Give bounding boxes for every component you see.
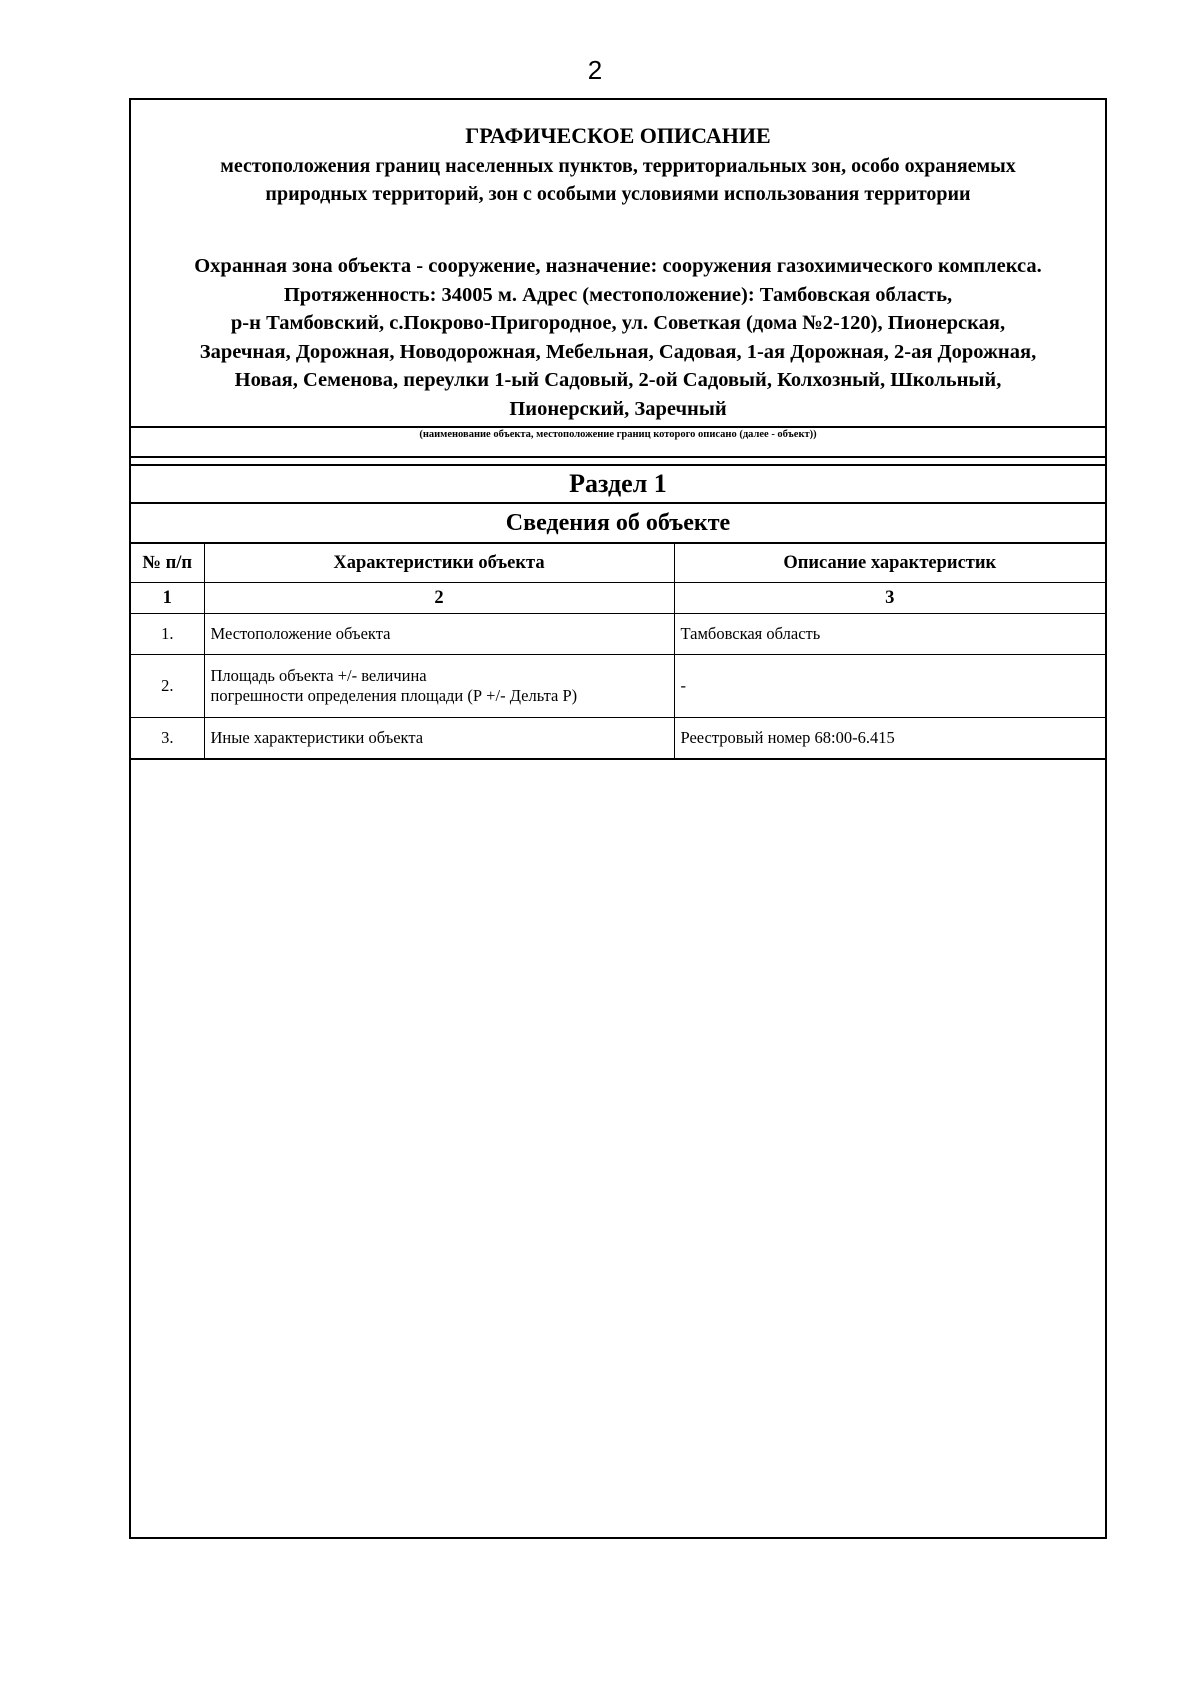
object-info-table (131, 544, 1105, 760)
section-subtitle: Сведения об объекте (131, 504, 1105, 544)
table-row (131, 655, 1105, 718)
object-description (137, 252, 1099, 423)
row-characteristic-line: погрешности определения площади (Р +/- Дельта Р) (210, 686, 578, 705)
row-characteristic (204, 655, 674, 718)
object-description-line: Протяженность: 34005 м. Адрес (местоположение): Тамбовская область, (283, 283, 953, 306)
object-description-line: Охранная зона объекта - сооружение, назначение: сооружения газохимического комплекса. (194, 255, 1042, 277)
row-description: Тамбовская область (674, 614, 1105, 655)
column-number: 1 (131, 583, 204, 614)
row-index: 1. (131, 614, 204, 655)
row-index: 2. (131, 655, 204, 718)
object-description-line: Новая, Семенова, переулки 1-ый Садовый, 2-ой Садовый, Колхозный, Школьный, (234, 369, 1002, 391)
column-header-characteristic: Характеристики объекта (204, 544, 674, 583)
row-characteristic: Местоположение объекта (204, 614, 674, 655)
document-frame (129, 98, 1107, 1539)
page-number: 2 (587, 55, 603, 85)
column-number: 3 (674, 583, 1105, 614)
row-description: Реестровый номер 68:00-6.415 (674, 718, 1105, 760)
column-header-number: № п/п (131, 544, 204, 583)
subtitle-line: природных территорий, зон с особыми условиями использования территории (265, 183, 971, 205)
object-description-line: Пионерский, Заречный (509, 397, 727, 420)
object-description-line: р-н Тамбовский, с.Покрово-Пригородное, ул. Советкая (дома №2-120), Пионерская, (230, 312, 1006, 334)
row-description: - (674, 655, 1105, 718)
document-subtitle (141, 152, 1095, 208)
table-row (131, 718, 1105, 760)
document-header (131, 100, 1105, 428)
subtitle-line: местоположения границ населенных пунктов, территориальных зон, особо охраняемых (220, 155, 1016, 177)
row-characteristic: Иные характеристики объекта (204, 718, 674, 760)
object-caption: (наименование объекта, местоположение границ которого описано (далее - объект)) (131, 426, 1105, 458)
table-header-row (131, 544, 1105, 583)
table-row (131, 614, 1105, 655)
row-index: 3. (131, 718, 204, 760)
column-number-row (131, 583, 1105, 614)
object-description-line: Заречная, Дорожная, Новодорожная, Мебельная, Садовая, 1-ая Дорожная, 2-ая Дорожная, (199, 340, 1037, 363)
column-number: 2 (204, 583, 674, 614)
section-title: Раздел 1 (131, 464, 1105, 504)
document-title: ГРАФИЧЕСКОЕ ОПИСАНИЕ (465, 123, 771, 148)
row-characteristic-line: Площадь объекта +/- величина (210, 666, 427, 685)
column-header-description: Описание характеристик (674, 544, 1105, 583)
